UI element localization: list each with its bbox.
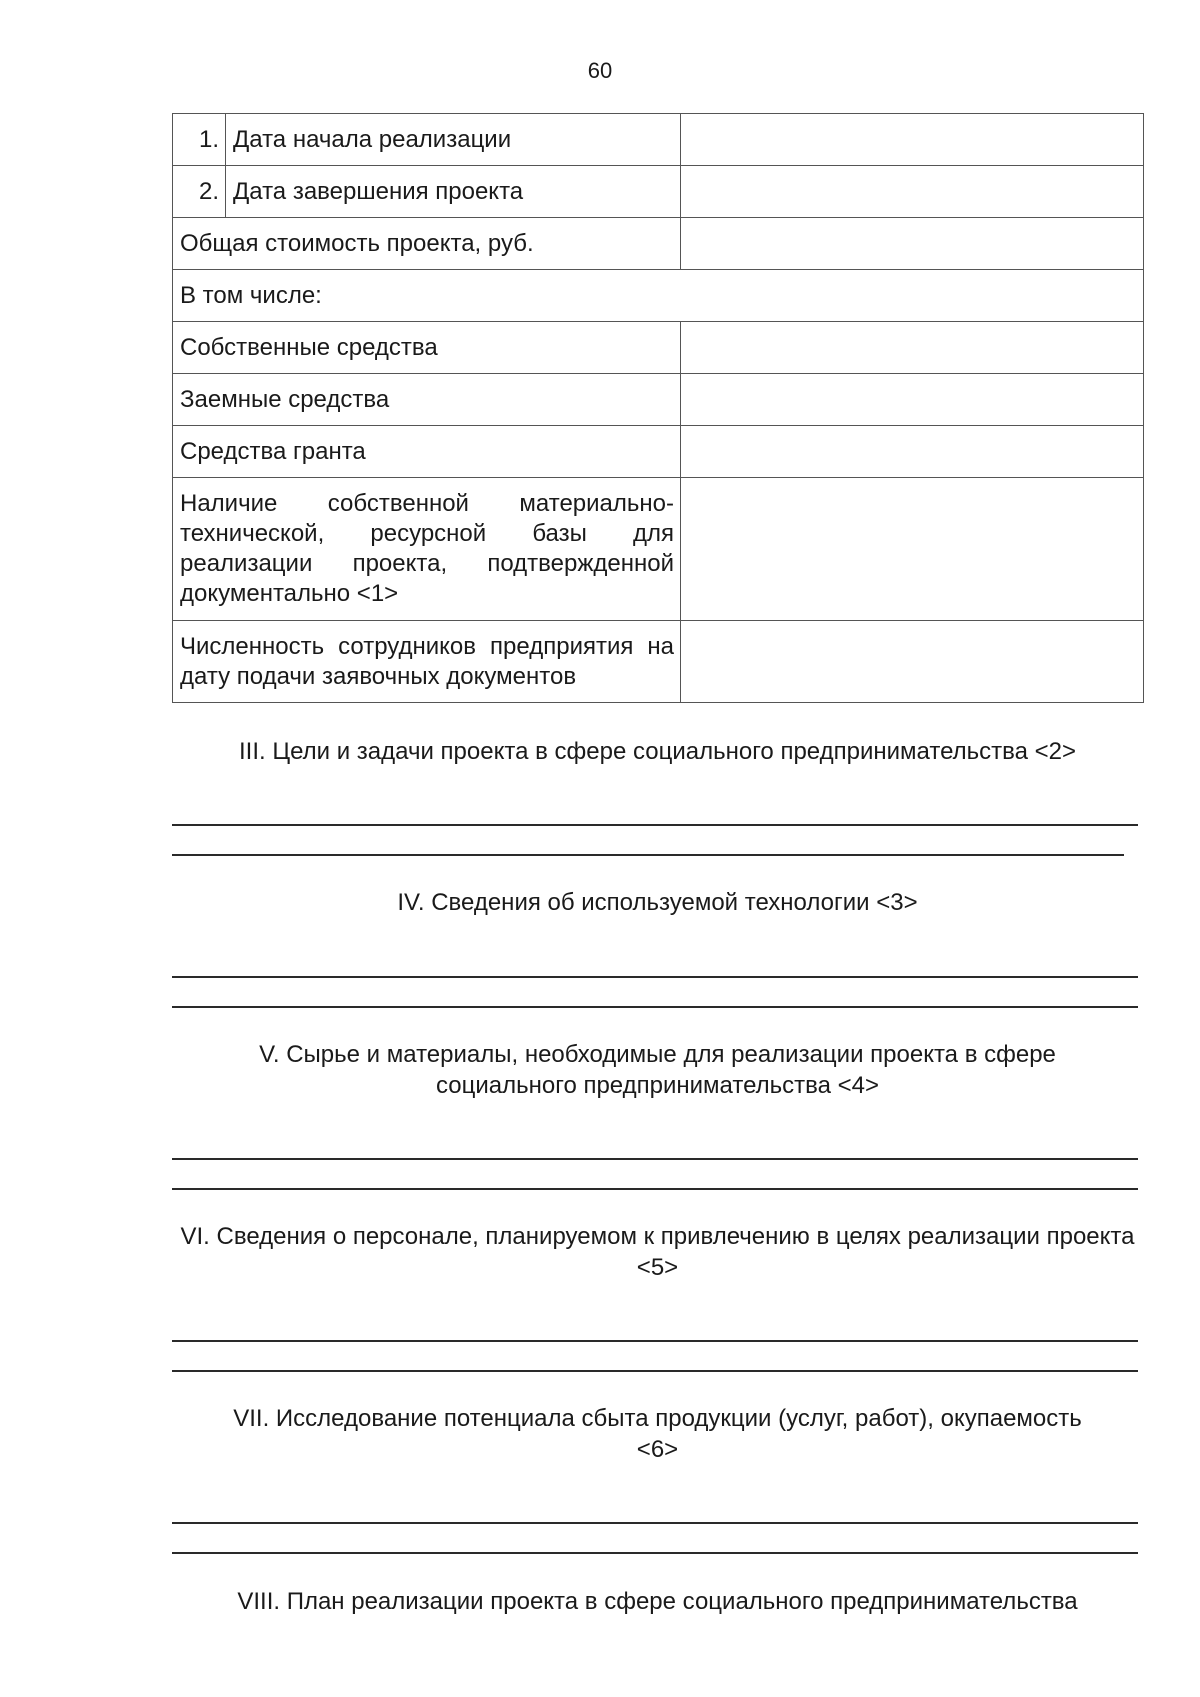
table-row <box>173 426 1144 478</box>
table-row <box>173 374 1144 426</box>
table-row <box>173 114 1144 166</box>
fill-in-line[interactable] <box>172 976 1138 978</box>
row-label: Численность сотрудников предприятия на дату подачи заявочных документов <box>173 621 681 703</box>
section-title: V. Сырье и материалы, необходимые для реализации проекта в сфере социального предпринимательства <4> <box>259 1041 1056 1099</box>
fill-in-line[interactable] <box>172 1552 1138 1554</box>
row-label: Наличие собственной материально-технической, ресурсной базы для реализации проекта, подтвержденной документально <1> <box>173 478 681 621</box>
section-title: III. Цели и задачи проекта в сфере социального предпринимательства <2> <box>239 738 1076 765</box>
table-row <box>173 322 1144 374</box>
section-title: IV. Сведения об используемой технологии <3> <box>397 889 918 916</box>
fill-in-line[interactable] <box>172 1188 1138 1190</box>
fill-in-line[interactable] <box>172 1522 1138 1524</box>
table-row <box>173 270 1144 322</box>
row-label: Заемные средства <box>173 374 681 426</box>
grant-funds-field[interactable] <box>681 426 1144 478</box>
row-label: Дата начала реализации <box>226 114 681 166</box>
row-number: 1. <box>173 114 226 166</box>
own-funds-field[interactable] <box>681 322 1144 374</box>
row-label: Общая стоимость проекта, руб. <box>173 218 681 270</box>
borrowed-funds-field[interactable] <box>681 374 1144 426</box>
table-row <box>173 166 1144 218</box>
start-date-field[interactable] <box>681 114 1144 166</box>
total-cost-field[interactable] <box>681 218 1144 270</box>
fill-in-line[interactable] <box>172 1370 1138 1372</box>
row-label: Собственные средства <box>173 322 681 374</box>
project-info-table <box>172 113 1144 703</box>
end-date-field[interactable] <box>681 166 1144 218</box>
material-base-field[interactable] <box>681 478 1144 621</box>
fill-in-line[interactable] <box>172 824 1138 826</box>
section-title: VIII. План реализации проекта в сфере социального предпринимательства <box>237 1588 1078 1615</box>
table-row <box>173 218 1144 270</box>
page-number: 60 <box>587 58 613 83</box>
fill-in-line[interactable] <box>172 854 1124 856</box>
table-row <box>173 621 1144 703</box>
row-label: Средства гранта <box>173 426 681 478</box>
section-title: VII. Исследование потенциала сбыта продукции (услуг, работ), окупаемость <6> <box>233 1405 1082 1463</box>
fill-in-line[interactable] <box>172 1158 1138 1160</box>
row-label: В том числе: <box>173 270 1144 322</box>
fill-in-line[interactable] <box>172 1006 1138 1008</box>
fill-in-line[interactable] <box>172 1340 1138 1342</box>
row-number: 2. <box>173 166 226 218</box>
table-row <box>173 478 1144 621</box>
section-title: VI. Сведения о персонале, планируемом к привлечению в целях реализации проекта <5> <box>180 1223 1135 1281</box>
employee-count-field[interactable] <box>681 621 1144 703</box>
row-label: Дата завершения проекта <box>226 166 681 218</box>
